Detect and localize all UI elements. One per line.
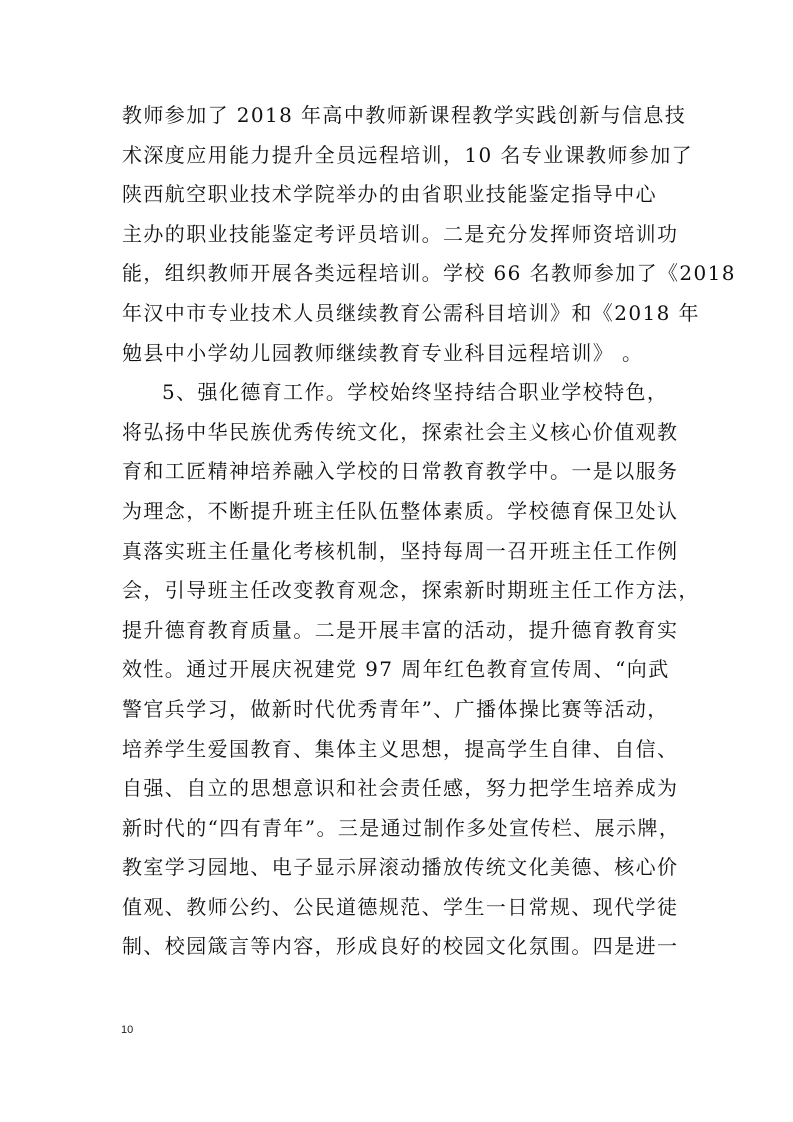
text-line: 新时代的“四有青年”。三是通过制作多处宣传栏、展示牌， [122, 815, 681, 840]
text-line: 能，组织教师开展各类远程培训。学校 66 名教师参加了《2018 [122, 261, 736, 286]
text-line: 效性。通过开展庆祝建党 97 周年红色教育宣传周、“向武 [122, 657, 670, 682]
text-line: 培养学生爱国教育、集体主义思想，提高学生自律、自信、 [122, 736, 679, 761]
page-number: 10 [121, 1024, 134, 1036]
text-line: 为理念，不断提升班主任队伍整体素质。学校德育保卫处认 [122, 498, 679, 523]
text-line: 值观、教师公约、公民道德规范、学生一日常规、现代学徒 [122, 894, 679, 919]
text-line: 将弘扬中华民族优秀传统文化，探索社会主义核心价值观教 [122, 419, 679, 444]
body-text [122, 96, 736, 967]
text-line: 年汉中市专业技术人员继续教育公需科目培训》和《2018 年 [122, 300, 700, 325]
text-line: 主办的职业技能鉴定考评员培训。二是充分发挥师资培训功 [122, 221, 679, 246]
text-line: 自强、自立的思想意识和社会责任感，努力把学生培养成为 [122, 776, 679, 801]
text-line: 陕西航空职业技术学院举办的由省职业技能鉴定指导中心 [122, 182, 657, 207]
text-line: 术深度应用能力提升全员远程培训，10 名专业课教师参加了 [122, 142, 694, 167]
text-line: 真落实班主任量化考核机制，坚持每周一召开班主任工作例 [122, 538, 679, 563]
text-line: 警官兵学习，做新时代优秀青年”、广播体操比赛等活动， [122, 696, 669, 721]
text-line: 会，引导班主任改变教育观念，探索新时期班主任工作方法， [122, 578, 700, 603]
text-line: 教师参加了 2018 年高中教师新课程教学实践创新与信息技 [122, 103, 687, 127]
text-line: 提升德育教育质量。二是开展丰富的活动，提升德育教育实 [122, 617, 679, 642]
text-line: 教室学习园地、电子显示屏滚动播放传统文化美德、核心价 [122, 855, 679, 880]
text-line: 制、校园箴言等内容，形成良好的校园文化氛围。四是进一 [122, 934, 679, 959]
section-heading-line: 5、强化德育工作。学校始终坚持结合职业学校特色， [162, 380, 669, 405]
text-line: 勉县中小学幼儿园教师继续教育专业科目远程培训》 。 [122, 340, 644, 365]
text-line: 育和工匠精神培养融入学校的日常教育教学中。一是以服务 [122, 459, 679, 484]
